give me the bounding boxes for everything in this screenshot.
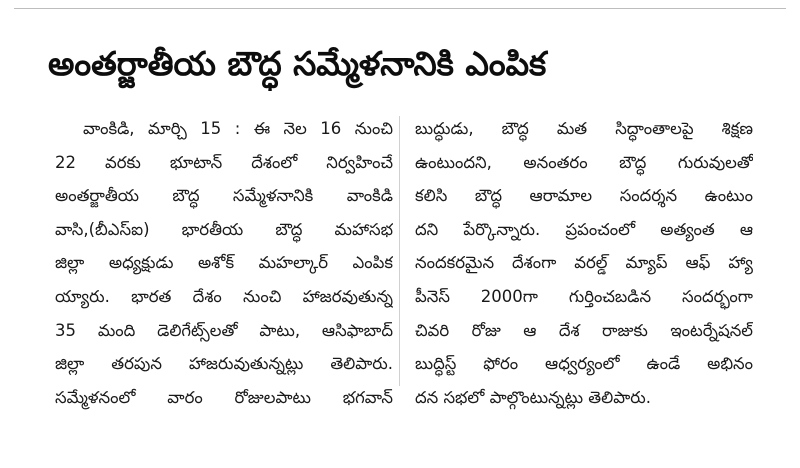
body-line: జిల్లా అధ్యక్షుడు అశోక్ మహల్కార్ ఎంపిక [55,253,393,273]
body-line: నందకరమైన దేశంగా వరల్డ్ మ్యాప్ ఆఫ్ హ్యా [415,253,753,273]
article-headline: అంతర్జాతీయ బౌద్ధ సమ్మేళనానికి ఎంపిక [48,44,547,83]
body-line: జిల్లా తరపున హాజరువుతున్నట్లు తెలిపారు. [55,354,393,374]
body-line: బుద్ధిస్ట్ ఫోరం ఆధ్వర్యంలో ఉండే అభినం [415,354,753,374]
body-line: వాంకిడి, మార్చి 15 : ఈ నెల 16 నుంచి [83,119,393,138]
body-line: సమ్మేళనంలో వారం రోజులపాటు భగవాన్ [55,387,393,407]
left-column [55,112,393,414]
body-line: అంతర్జాతీయ బౌద్ధ సమ్మేళనానికి వాంకిడి [55,186,393,206]
body-line: చివరి రోజు ఆ దేశ రాజుకు ఇంటర్నేషనల్ [415,320,753,340]
body-line: 22 వరకు భూటాన్ దేశంలో నిర్వహించే [55,152,393,172]
body-line: ఉంటుందని, అనంతరం బౌద్ధ గురువులతో [415,152,753,172]
body-line: 35 మంది డెలిగేట్స్‌లతో పాటు, ఆసిఫాబాద్ [55,320,393,340]
right-column [415,112,753,414]
column-divider [399,116,400,386]
body-line: య్యారు. భారత దేశం నుంచి హాజరవుతున్న [55,286,393,306]
body-line: దని పేర్కొన్నారు. ప్రపంచంలో అత్యంత ఆ [415,219,753,239]
body-line: కలిసి బౌద్ధ ఆరామాల సందర్శన ఉంటుం [415,186,753,206]
body-line: పీనెస్ 2000గా గుర్తించబడిన సందర్భంగా [415,286,753,306]
top-rule [14,8,786,9]
body-line: దన సభలో పాల్గొంటున్నట్లు తెలిపారు. [415,387,651,407]
body-line: వాసి,(బీఎస్ఐ) భారతీయ బౌద్ధ మహాసభ [55,219,393,239]
body-line: బుద్ధుడు, బౌద్ధ మత సిద్ధాంతాలపై శిక్షణ [415,119,753,138]
